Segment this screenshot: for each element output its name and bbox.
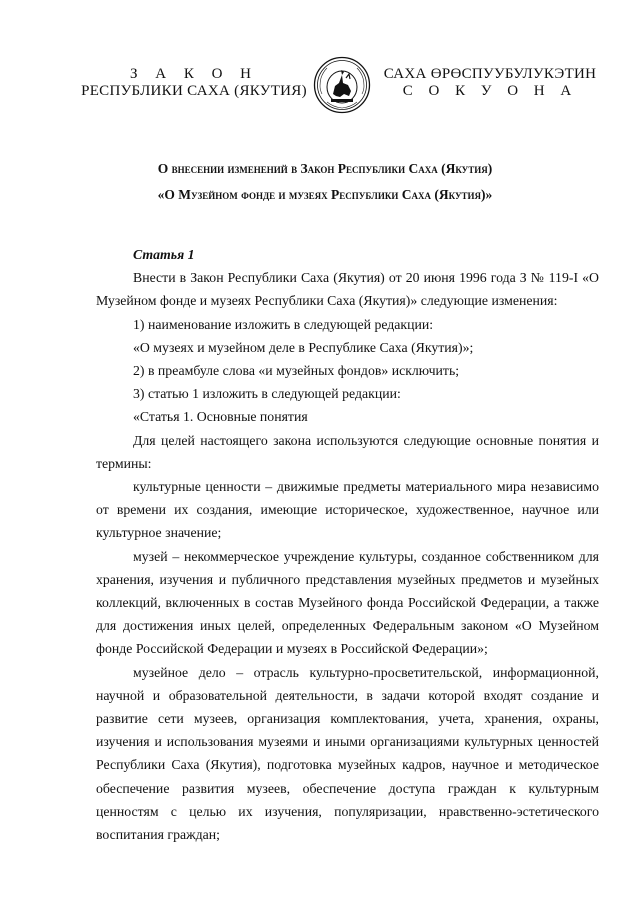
header-left-line2: РЕСПУБЛИКИ САХА (ЯКУТИЯ) bbox=[81, 83, 307, 99]
header-right bbox=[380, 66, 600, 100]
paragraph: музейное дело – отрасль культурно-просветительской, информационной, научной и образовательной деятельности, в задачи которой входят создание и развитие сети музеев, организация комплектования, учета, хранения, охраны, изучения и использования музеями и иными организациями культурных ценностей Республики Саха (Якутия), подготовка музейных кадров, научное и методическое обеспечение развития музеев, обеспечение доступа граждан к культурным ценностям с целью их изучения, популяризации, нравственно-эстетического воспитания граждан; bbox=[96, 664, 599, 843]
paragraph: 1) наименование изложить в следующей редакции: bbox=[133, 316, 434, 332]
paragraph: музей – некоммерческое учреждение культуры, созданное собственником для хранения, изучения и публичного представления музейных предметов и музейных коллекций, включенных в состав Музейного фонда Российской Федерации, а также для достижения иных целей, определенных Федеральным законом «О Музейном фонде Российской Федерации и музеях в Российской Федерации»; bbox=[96, 548, 599, 657]
paragraph: Внести в Закон Республики Саха (Якутия) от 20 июня 1996 года З № 119-I «О Музейном фонде и музеях Республики Саха (Якутия)» следующие изменения: bbox=[96, 270, 599, 309]
header-left-line1: З А К О Н bbox=[129, 66, 259, 82]
title-line1: О внесении изменений в Закон Республики Саха (Якутия) bbox=[157, 161, 493, 176]
header-left bbox=[78, 66, 310, 100]
article-heading: Статья 1 bbox=[133, 247, 195, 262]
paragraph: 2) в преамбуле слова «и музейных фондов» исключить; bbox=[133, 363, 460, 379]
title-line2: «О Музейном фонде и музеях Республики Саха (Якутия)» bbox=[157, 187, 493, 202]
paragraph: «О музеях и музейном деле в Республике Саха (Якутия)»; bbox=[133, 339, 474, 355]
header-right-line1: САХА ӨРӨСПУУБУЛУКЭТИН bbox=[383, 66, 597, 82]
header-right-line2: С О К У О Н А bbox=[402, 83, 578, 99]
paragraph: 3) статью 1 изложить в следующей редакции: bbox=[133, 386, 401, 402]
paragraph: «Статья 1. Основные понятия bbox=[133, 409, 308, 425]
paragraph: Для целей настоящего закона используются следующие основные понятия и термины: bbox=[96, 432, 599, 471]
document-title bbox=[80, 156, 570, 208]
coat-of-arms-emblem bbox=[313, 56, 371, 114]
document-body bbox=[96, 243, 599, 846]
paragraph: культурные ценности – движимые предметы материального мира независимо от времени их создания, имеющие историческое, художественное, научное или культурное значение; bbox=[96, 479, 599, 541]
